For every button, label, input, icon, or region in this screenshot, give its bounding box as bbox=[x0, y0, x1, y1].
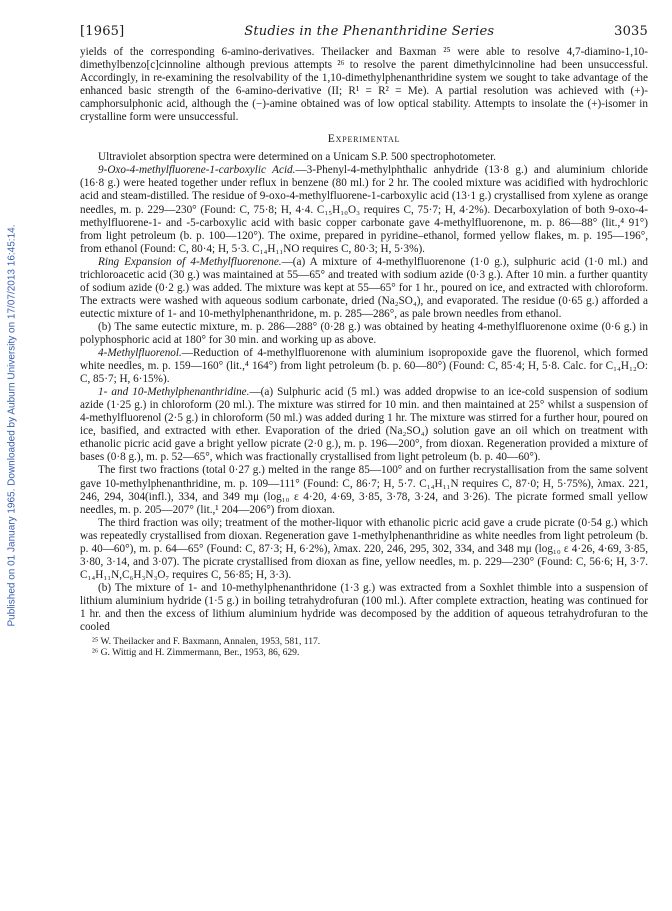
download-watermark-text: Published on 01 January 1965. Downloaded by Auburn University on 17/07/2013 16:45:14. bbox=[6, 224, 18, 627]
paragraph-heading: 1- and 10-Methylphenanthridine. bbox=[98, 386, 250, 399]
paragraph-fractions: The first two fractions (total 0·27 g.) melted in the range 85—100° and on further recrystallisation from the same solvent gave 10-methylphenanthridine, m. p. 109—111° (Found: C, 86·7; H, 5·7. C₁₄H₁₁N requires C, 87·0; H, 5·75%), λmax. 221, 246, 294, 304(infl.), 334, and 349 mμ (log₁₀ ε 4·20, 4·69, 3·85, 3·78, 3·24, and 3·26). The picrate formed small yellow needles, m. p. 205—207° (lit.,¹ 204—206°) from dioxan. bbox=[80, 464, 648, 516]
running-header bbox=[80, 24, 648, 39]
intro-paragraph: yields of the corresponding 6-amino-derivatives. Theilacker and Baxman ²⁵ were able to resolve 4,7-diamino-1,10-dimethylbenzo[c]cinnoline although previous attempts ²⁶ to resolve the parent dimethylcinnoline had been unsuccessful. Accordingly, in re-examining the resolvability of the 1,10-dimethylphenanthridine system we sought to take advantage of the enhanced basic strength of the 6-amino-derivative (II; R¹ = R² = Me). A partial resolution was achieved with (+)-camphorsulphonic acid, although the (−)-amine obtained was of low optical stability. Attempts to insolate the (+)-isomer in crystalline form were unsuccessful. bbox=[80, 46, 648, 124]
paragraph-ring-expansion bbox=[80, 256, 648, 321]
footnote: ²⁵ W. Theilacker and F. Baxmann, Annalen, 1953, 581, 117. bbox=[92, 636, 321, 648]
paragraph-fluorenol bbox=[80, 347, 648, 386]
paragraph-body: —3-Phenyl-4-methylphthalic anhydride (13·8 g.) and aluminium chloride (16·8 g.) were heated together under reflux in benzene (80 ml.) for 2 hr. The cooled mixture was acidified with hydrochloric acid and steam-distilled. The residue of 9-oxo-4-methylfluorene-1-carboxylic acid (13·1 g.) crystallised from xylene as orange needles, m. p. 229—230° (Found: C, 75·8; H, 4·4. C₁₅H₁₀O₃ requires C, 75·7; H, 4·2%). Decarboxylation of both 9-oxo-4-methylfluorene-1- and -5-carboxylic acid with basic copper carbonate gave 4-methylfluorenone, m. p. 86—88° (lit.,⁴ 91°) from light petroleum (b. p. 100—120°). The oxime, prepared in pyridine–ethanol, formed yellow flakes, m. p. 195—196°, from ethanol (Found: C, 80·4; H, 5·3. C₁₄H₁₁NO requires C, 80·3; H, 5·3%). bbox=[80, 164, 648, 255]
paragraph-fluorene-acid bbox=[80, 164, 648, 255]
header-title: Studies in the Phenanthridine Series bbox=[244, 24, 495, 39]
paragraph-heading: 4-Methylfluorenol. bbox=[98, 347, 182, 360]
paragraph-heading: 9-Oxo-4-methylfluorene-1-carboxylic Acid. bbox=[98, 164, 296, 177]
paragraph-body: —(a) A mixture of 4-methylfluorenone (1·0 g.), sulphuric acid (1·0 ml.) and trichloroacetic acid (30 g.) was maintained at 55—65° and treated with sodium azide (0·3 g.). After 10 min. a further quantity of sodium azide (0·2 g.) was added. The mixture was kept at 55—65° for 1 hr., poured on ice, and extracted with chloroform. The extracts were washed with aqueous sodium carbonate, dried (Na₂SO₄), and evaporated. The residue (0·65 g.) afforded a eutectic mixture of 1- and 10-methylphenanthridone, m. p. 285—286°, as pale brown needles from ethanol. bbox=[80, 255, 649, 320]
paragraph-eutectic: (b) The same eutectic mixture, m. p. 286—288° (0·28 g.) was obtained by heating 4-methylfluorenone oxime (0·6 g.) in polyphosphoric acid at 180° for 30 min. and working up as above. bbox=[80, 320, 648, 346]
paragraph-body: —Reduction of 4-methylfluorenone with aluminium isopropoxide gave the fluorenol, which formed white needles, m. p. 159—160° (lit.,⁴ 164°) from light petroleum (b. p. 60—80°) (Found: C, 85·4; H, 5·8. Calc. for C₁₄H₁₂O: C, 85·7; H, 6·15%). bbox=[80, 347, 648, 386]
article-body bbox=[80, 46, 648, 634]
paragraph-methylphenanthridine bbox=[80, 386, 648, 464]
paragraph-body: —(a) Sulphuric acid (5 ml.) was added dropwise to an ice-cold suspension of sodium azide (1·25 g.) in chloroform (20 ml.). The mixture was stirred for 10 min. and then maintained at 25° whilst a suspension of 4-methylfluorenol (2·5 g.) in chloroform (50 ml.) was added during 1 hr. The mixture was stirred for a further hour, poured on ice, basified, and extracted with ether. Evaporation of the dried (Na₂SO₄) solution gave an oil which on treatment with ethanolic picric acid gave a bright yellow picrate (2·0 g.), m. p. 196—200°, from dioxan. Regeneration provided a mixture of bases (0·8 g.), m. p. 52—65°, which was fractionally crystallised from light petroleum (b. p. 40—60°). bbox=[80, 386, 648, 464]
section-heading: Experimental bbox=[327, 132, 401, 146]
paragraph-third-fraction: The third fraction was oily; treatment of the mother-liquor with ethanolic picric acid gave a crude picrate (0·54 g.) which was repeatedly crystallised from dioxan. Regeneration gave 1-methylphenanthridine as white needles from light petroleum (b. p. 40—60°), m. p. 64—65° (Found: C, 87·3; H, 6·2%), λmax. 220, 246, 295, 302, 334, and 348 mμ (log₁₀ ε 4·26, 4·69, 3·85, 3·80, 3·14, and 3·07). The picrate crystallised from dioxan as fine, yellow needles, m. p. 229—230° (Found: C, 56·6; H, 3·7. C₁₄H₁₁N,C₆H₃N₃O₇ requires C, 56·85; H, 3·3). bbox=[80, 516, 648, 581]
journal-page bbox=[80, 24, 648, 658]
paragraph-heading: Ring Expansion of 4-Methylfluorenone. bbox=[98, 255, 282, 268]
paragraph-spectra: Ultraviolet absorption spectra were determined on a Unicam S.P. 500 spectrophotometer. bbox=[98, 151, 496, 164]
footnotes bbox=[80, 636, 648, 658]
paragraph-soxhlet: (b) The mixture of 1- and 10-methylphenanthridone (1·3 g.) was extracted from a Soxhlet thimble into a suspension of lithium aluminium hydride (1·5 g.) in boiling tetrahydrofuran (100 ml.). After complete extraction, heating was continued for 1 hr. and then the excess of lithium aluminium hydride was decomposed by the addition of aqueous tetrahydrofuran to the cooled bbox=[80, 581, 648, 634]
header-page-number: 3035 bbox=[614, 24, 648, 39]
download-watermark bbox=[0, 150, 22, 710]
header-year: [1965] bbox=[80, 24, 125, 39]
footnote: ²⁶ G. Wittig and H. Zimmermann, Ber., 1953, 86, 629. bbox=[92, 647, 300, 659]
